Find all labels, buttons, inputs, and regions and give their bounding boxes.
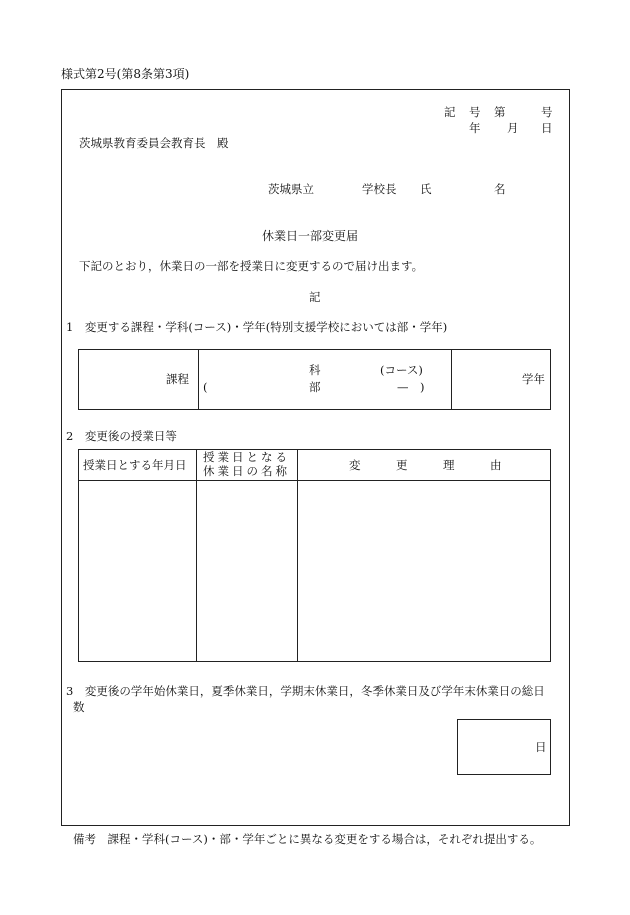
days-unit: 日 <box>535 740 547 754</box>
date-month: 月 <box>507 121 519 135</box>
ka-label: 科 <box>309 363 321 377</box>
ref-go2: 号 <box>541 105 553 119</box>
ref-go1: 号 <box>469 105 481 119</box>
date-day: 日 <box>541 121 553 135</box>
sender-principal: 学校長 <box>362 182 397 196</box>
paren-open: ( <box>203 380 208 394</box>
section1-divider-left <box>198 349 199 410</box>
col-reason-ri: 理 <box>443 458 455 472</box>
col-reason-hen: 変 <box>349 458 361 472</box>
gakunen-label: 学年 <box>522 372 545 386</box>
section3-heading-line2: 数 <box>73 700 85 714</box>
section1-divider-right <box>451 349 452 410</box>
col-reason-yuu: 由 <box>490 458 502 472</box>
sender-mei: 名 <box>494 182 506 196</box>
katei-label: 課程 <box>166 372 189 386</box>
section3-heading-line1: 3 変更後の学年始休業日，夏季休業日，学期末休業日，冬季休業日及び学年末休業日の総日 <box>66 684 545 698</box>
note-text: 備考 課程・学科(コース)・部・学年ごとに異なる変更をする場合は，それぞれ提出する。 <box>73 832 542 846</box>
course-label: (コース) <box>380 363 423 377</box>
section2-header-rule <box>78 480 551 481</box>
ref-dai: 第 <box>494 105 506 119</box>
section2-divider-2 <box>297 449 298 662</box>
section2-divider-1 <box>196 449 197 662</box>
sender-shi: 氏 <box>420 182 432 196</box>
sender-prefecture: 茨城県立 <box>268 182 314 196</box>
date-year: 年 <box>469 121 481 135</box>
col-date-header: 授業日とする年月日 <box>83 458 187 472</box>
section1-heading: 1 変更する課程・学科(コース)・学年(特別支援学校においては部・学年) <box>66 320 448 334</box>
col-name-header-line1: 授業日となる <box>203 450 290 464</box>
ki-label: 記 <box>309 290 321 304</box>
form-number: 様式第2号(第8条第3項) <box>61 67 190 81</box>
dash-close: — ) <box>397 380 425 394</box>
intro-text: 下記のとおり，休業日の一部を授業日に変更するので届け出ます。 <box>79 259 424 273</box>
col-name-header-line2: 休業日の名称 <box>203 464 290 478</box>
bu-label: 部 <box>309 380 321 394</box>
section2-heading: 2 変更後の授業日等 <box>66 429 177 443</box>
ref-ki: 記 <box>444 105 456 119</box>
col-reason-kou: 更 <box>396 458 408 472</box>
document-title: 休業日一部変更届 <box>262 229 359 243</box>
addressee: 茨城県教育委員会教育長 殿 <box>79 136 229 150</box>
